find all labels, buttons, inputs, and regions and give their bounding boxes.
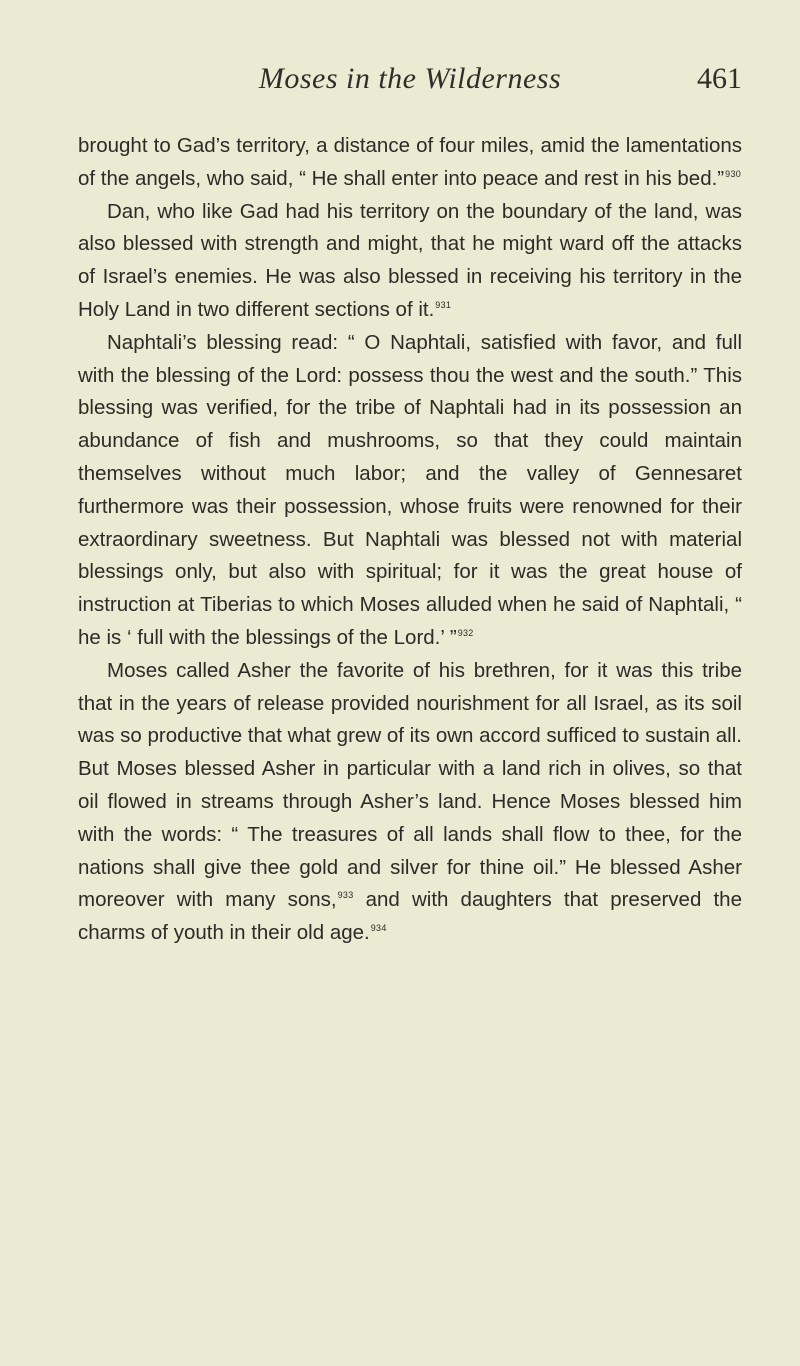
body-text xyxy=(78,130,742,950)
paragraph-dan xyxy=(78,196,742,327)
running-head xyxy=(78,62,742,102)
footnote-reference: 931 xyxy=(435,299,452,310)
paragraph-text: and with daughters that preserved the charms of youth in their old age. xyxy=(78,888,742,945)
footnote-reference: 932 xyxy=(457,627,474,638)
paragraph-continuation xyxy=(78,130,742,196)
paragraph-asher xyxy=(78,655,742,950)
page-number: 461 xyxy=(697,62,742,95)
paragraph-text: Naphtali’s blessing read: “ O Naphtali, satisfied with favor, and full with the blessing of the Lord: possess thou the west and the south.” This blessing was verified, for the tribe of Naphtali had in its possession an abundance of fish and mushrooms, so that they could maintain themselves without much labor; and the valley of Gennesaret furthermore was their possession, whose fruits were renowned for their extraordinary sweetness. But Naphtali was blessed not with material blessings only, but also with spiritual; for it was the great house of instruction at Tiberias to which Moses alluded when he said of Naphtali, “ he is ‘ full with the blessings of the Lord.’ ” xyxy=(78,330,742,649)
paragraph-text: Moses called Asher the favorite of his brethren, for it was this tribe that in the years of release provided nourishment for all Israel, as its soil was so productive that what grew of its own accord sufficed to sustain all. But Moses blessed Asher in particular with a land rich in olives, so that oil flowed in streams through Asher’s land. Hence Moses blessed him with the words: “ The treasures of all lands shall flow to thee, for the nations shall give thee gold and silver for thine oil.” He blessed Asher moreover with many sons, xyxy=(78,658,742,912)
footnote-reference: 933 xyxy=(337,890,354,901)
running-title: Moses in the Wilderness xyxy=(258,62,562,95)
paragraph-naphtali xyxy=(78,327,742,655)
footnote-reference: 934 xyxy=(370,923,387,934)
paragraph-text: Dan, who like Gad had his territory on the boundary of the land, was also blessed with strength and might, that he might ward off the attacks of Israel’s enemies. He was also blessed in receiving his territory in the Holy Land in two different sections of it. xyxy=(78,199,742,321)
footnote-reference: 930 xyxy=(725,168,742,179)
paragraph-text: brought to Gad’s territory, a distance of four miles, amid the lamentations of the angels, who said, “ He shall enter into peace and rest in his bed.” xyxy=(78,134,742,190)
